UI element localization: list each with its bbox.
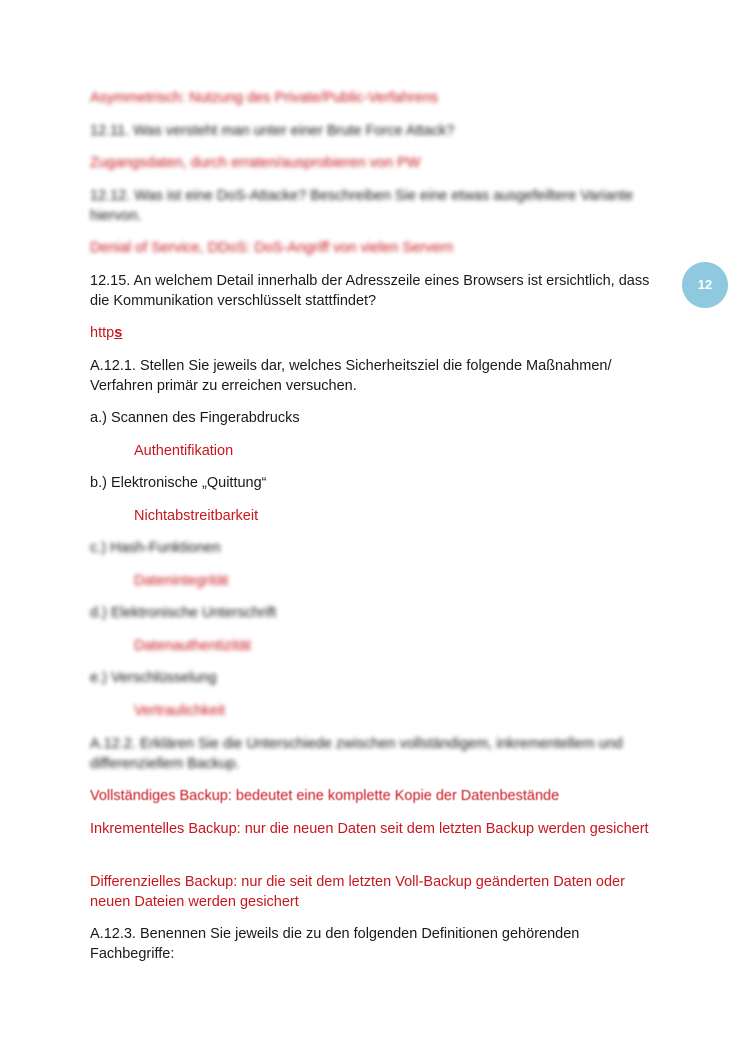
answer-differential-backup: Differenzielles Backup: nur die seit dem letzten Voll-Backup geänderten Daten oder neuen Dateien werden gesichert: [90, 874, 625, 910]
answer-a: Authentifikation: [134, 443, 234, 459]
answer-https: [90, 323, 660, 343]
question-12-11: 12.11. Was versteht man unter einer Brute Force Attack?: [90, 123, 455, 139]
answer-e: Vertraulichkeit: [134, 703, 226, 719]
question-12-15: 12.15. An welchem Detail innerhalb der Adresszeile eines Browsers ist ersichtlich, dass die Kommunikation verschlüsselt stattfindet?: [90, 273, 650, 309]
item-d: d.) Elektronische Unterschrift: [90, 605, 277, 621]
question-12-12: 12.12. Was ist eine DoS-Attacke? Beschreiben Sie eine etwas ausgefeiltere Variante hiervon.: [90, 188, 634, 224]
answer-asymmetric: Asymmetrisch: Nutzung des Private/Public-Verfahrens: [90, 90, 439, 106]
answer-brute-force: Zugangsdaten, durch erraten/ausprobieren von PW: [90, 155, 421, 171]
answer-dos: Denial of Service, DDoS: DoS-Angriff von vielen Servern: [90, 240, 454, 256]
item-b: b.) Elektronische „Quittung“: [90, 475, 267, 491]
page-number-badge: 12: [682, 262, 728, 308]
item-e: e.) Verschlüsselung: [90, 670, 217, 686]
https-s-emphasis: s: [114, 325, 123, 341]
answer-d: Datenauthentizität: [134, 638, 251, 654]
https-prefix: http: [90, 325, 115, 341]
item-a: a.) Scannen des Fingerabdrucks: [90, 410, 300, 426]
question-a-12-2: A.12.2. Erklären Sie die Unterschiede zwischen vollständigem, inkrementellem und differenziellem Backup.: [90, 736, 623, 772]
answer-incremental-backup: Inkrementelles Backup: nur die neuen Daten seit dem letzten Backup werden gesichert: [90, 821, 649, 837]
question-a-12-1: A.12.1. Stellen Sie jeweils dar, welches Sicherheitsziel die folgende Maßnahmen/ Verfahren primär zu erreichen versuchen.: [90, 358, 612, 394]
question-a-12-3: A.12.3. Benennen Sie jeweils die zu den folgenden Definitionen gehörenden Fachbegriffe:: [90, 926, 580, 962]
item-c: c.) Hash-Funktionen: [90, 540, 221, 556]
answer-c: Datenintegrität: [134, 573, 229, 589]
answer-b: Nichtabstreitbarkeit: [134, 508, 259, 524]
answer-full-backup: Vollständiges Backup: bedeutet eine komplette Kopie der Datenbestände: [90, 788, 560, 804]
